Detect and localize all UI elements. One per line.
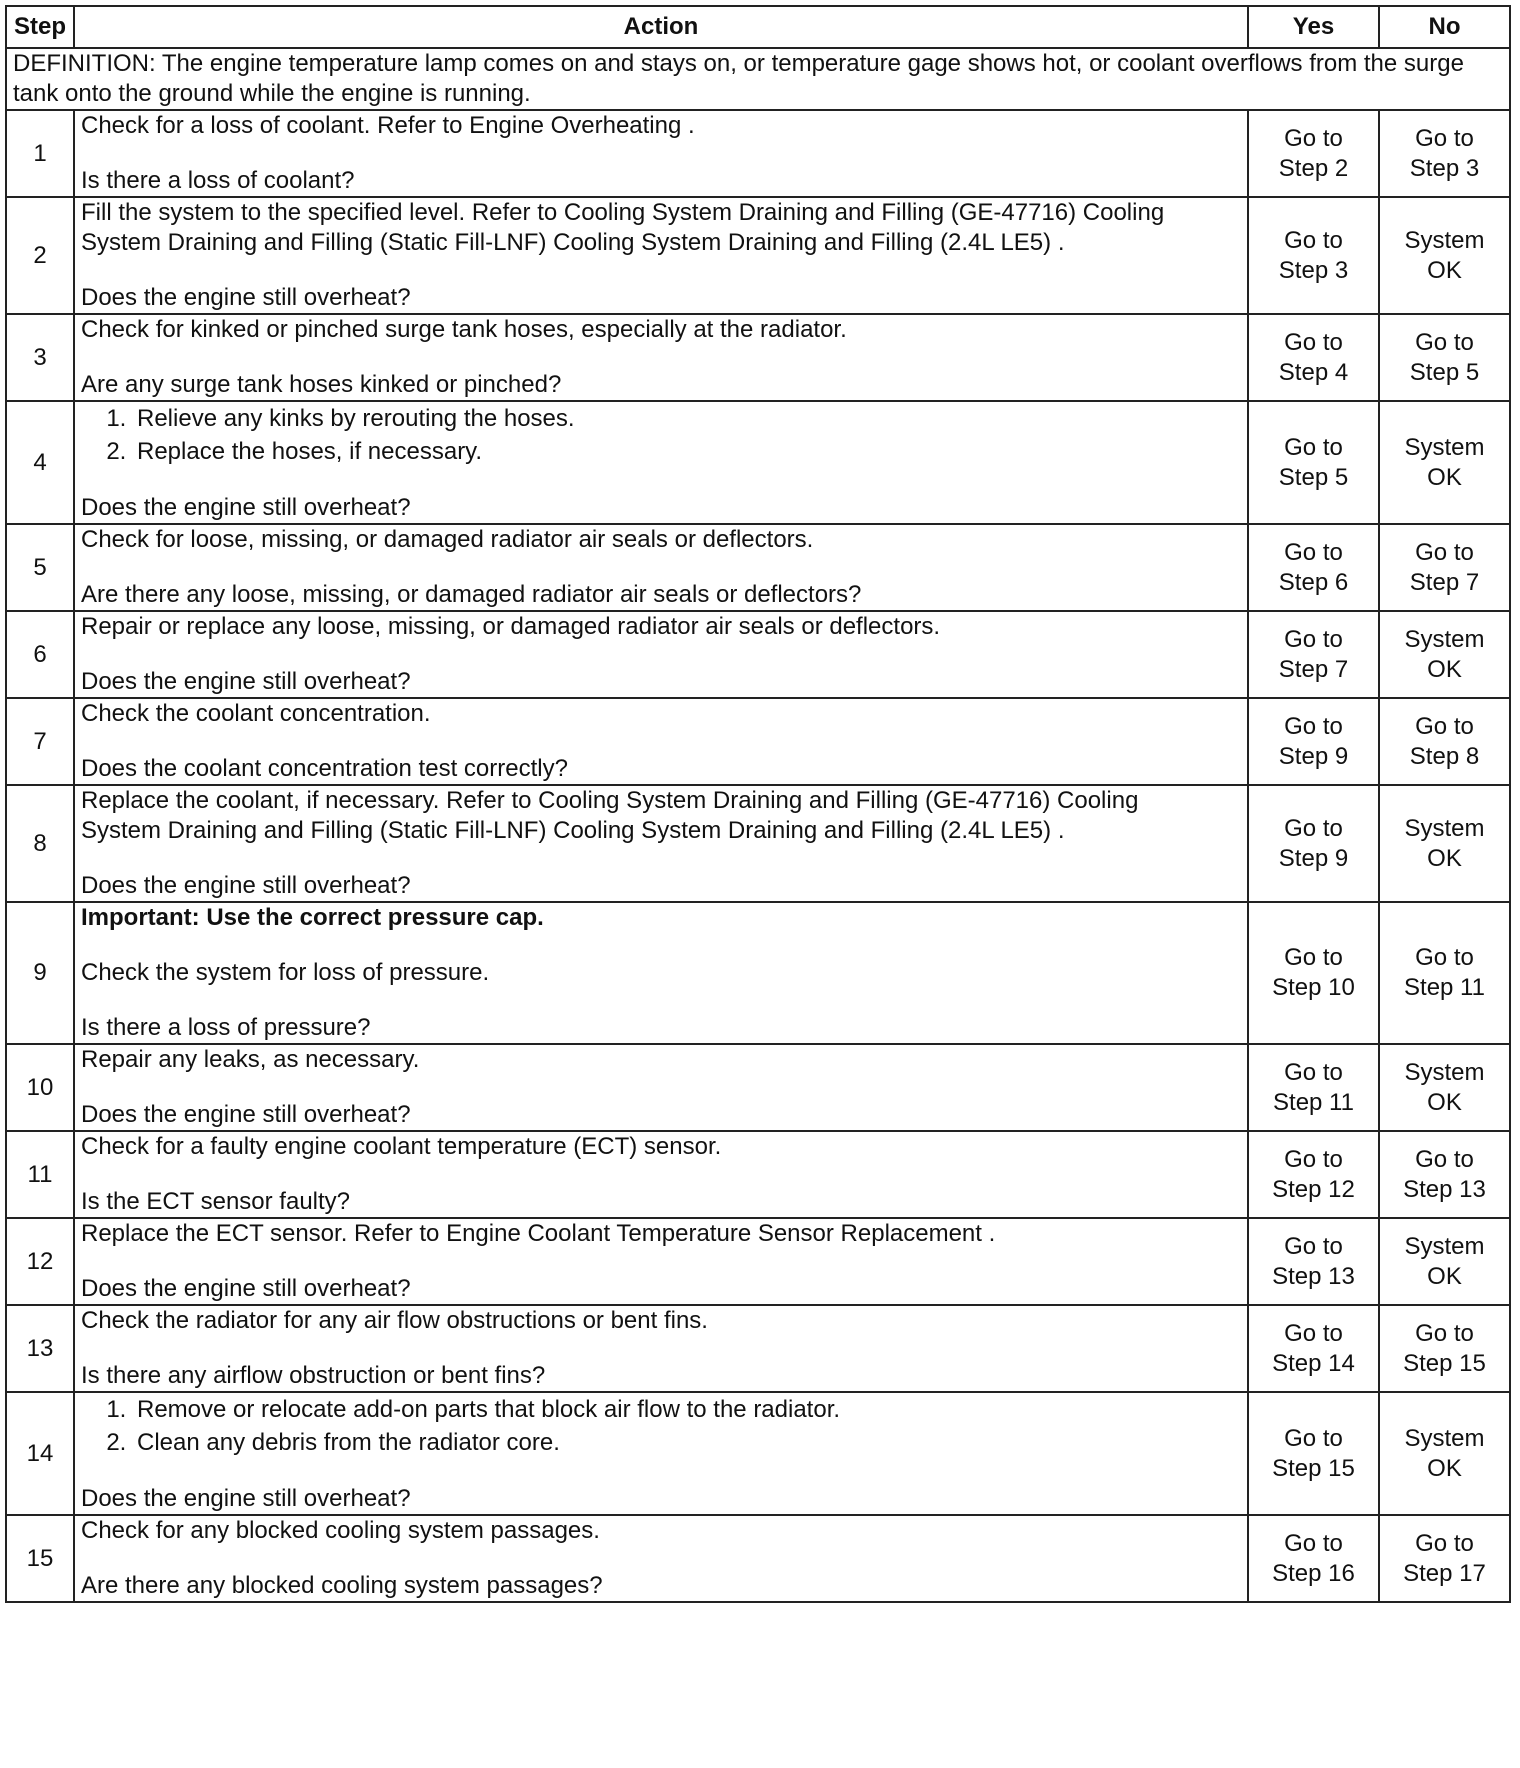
no-result-text: System (1404, 1424, 1485, 1452)
no-result (1379, 1392, 1510, 1515)
spacer (81, 1336, 1241, 1361)
yes-result-text: Step 11 (1273, 1088, 1354, 1116)
yes-result-text: Go to (1284, 1145, 1343, 1173)
no-result (1379, 314, 1510, 401)
yes-result (1248, 1392, 1379, 1515)
yes-result (1248, 1515, 1379, 1602)
important-note: Important: Use the correct pressure cap. (81, 904, 544, 931)
spacer (81, 1075, 1241, 1100)
spacer (81, 258, 1241, 283)
action-cell (74, 524, 1248, 611)
no-result (1379, 1218, 1510, 1305)
yes-result-text: Step 10 (1272, 974, 1355, 1001)
action-list (81, 402, 1241, 468)
table-row (6, 524, 1510, 611)
table-row (6, 401, 1510, 524)
no-result-text: Step 17 (1403, 1559, 1486, 1587)
action-cell (74, 314, 1248, 401)
step-number: 9 (6, 902, 74, 1044)
no-result-text: Step 8 (1409, 742, 1480, 770)
spacer (81, 1546, 1241, 1571)
action-question: Is there a loss of pressure? (81, 1014, 371, 1041)
no-result-text: Step 5 (1409, 358, 1480, 386)
yes-result-text: Go to (1284, 712, 1343, 740)
table-row (6, 698, 1510, 785)
no-result-text: Go to (1415, 1145, 1474, 1173)
step-number: 5 (6, 524, 74, 611)
step-number: 13 (6, 1305, 74, 1392)
spacer (81, 988, 1241, 1013)
no-result-text: Go to (1415, 124, 1474, 152)
header-yes: Yes (1248, 6, 1379, 48)
yes-result (1248, 314, 1379, 401)
action-question: Does the coolant concentration test correctly? (81, 755, 568, 782)
step-number: 12 (6, 1218, 74, 1305)
no-result (1379, 524, 1510, 611)
yes-result-text: Step 15 (1272, 1454, 1355, 1482)
action-cell (74, 1131, 1248, 1218)
step-number: 15 (6, 1515, 74, 1602)
yes-result (1248, 1218, 1379, 1305)
spacer (81, 468, 1241, 493)
table-row (6, 314, 1510, 401)
action-text: Replace the coolant, if necessary. Refer to Cooling System Draining and Filling (GE-47716) Cooling (81, 787, 1139, 814)
definition-text: DEFINITION: The engine temperature lamp comes on and stays on, or temperature gage shows hot, or coolant overflows from the surge tank onto the ground while the engine is running. (6, 48, 1510, 110)
action-text: Check for a faulty engine coolant temperature (ECT) sensor. (81, 1133, 722, 1160)
step-number: 4 (6, 401, 74, 524)
yes-result (1248, 197, 1379, 314)
action-question: Is there any airflow obstruction or bent fins? (81, 1362, 546, 1389)
action-cell (74, 902, 1248, 1044)
action-question: Are there any blocked cooling system passages? (81, 1572, 603, 1599)
yes-result (1248, 785, 1379, 902)
list-item: 2. Clean any debris from the radiator core. (133, 1426, 1241, 1459)
no-result (1379, 110, 1510, 197)
action-text: System Draining and Filling (Static Fill-LNF) Cooling System Draining and Filling (2.4L LE5) . (81, 229, 1065, 256)
no-result (1379, 611, 1510, 698)
yes-result (1248, 110, 1379, 197)
table-row (6, 1305, 1510, 1392)
no-result-text: OK (1427, 463, 1462, 491)
spacer (81, 1162, 1241, 1187)
step-number: 7 (6, 698, 74, 785)
action-question: Does the engine still overheat? (81, 494, 411, 521)
table-row (6, 1218, 1510, 1305)
yes-result-text: Go to (1284, 625, 1343, 653)
yes-result-text: Go to (1284, 814, 1343, 842)
yes-result-text: Step 12 (1272, 1175, 1355, 1203)
no-result-text: OK (1427, 1088, 1462, 1116)
action-cell (74, 611, 1248, 698)
action-list (81, 1393, 1241, 1459)
yes-result (1248, 1131, 1379, 1218)
table-row (6, 1392, 1510, 1515)
step-number: 14 (6, 1392, 74, 1515)
yes-result-text: Go to (1284, 1232, 1343, 1260)
no-result-text: OK (1427, 655, 1462, 683)
action-cell (74, 1218, 1248, 1305)
no-result-text: Go to (1415, 538, 1474, 566)
action-question: Is the ECT sensor faulty? (81, 1188, 351, 1215)
header-no: No (1379, 6, 1510, 48)
yes-result-text: Go to (1284, 328, 1343, 356)
no-result (1379, 1515, 1510, 1602)
list-item: 2. Replace the hoses, if necessary. (133, 435, 1241, 468)
table-row (6, 110, 1510, 197)
no-result-text: Step 7 (1409, 568, 1480, 596)
no-result (1379, 698, 1510, 785)
header-action: Action (74, 6, 1248, 48)
table-row (6, 1131, 1510, 1218)
step-number: 2 (6, 197, 74, 314)
yes-result-text: Step 6 (1278, 568, 1349, 596)
yes-result-text: Go to (1284, 1529, 1343, 1557)
action-text: Check for loose, missing, or damaged radiator air seals or deflectors. (81, 526, 814, 553)
step-number: 3 (6, 314, 74, 401)
step-number: 6 (6, 611, 74, 698)
action-cell (74, 698, 1248, 785)
table-row (6, 1515, 1510, 1602)
spacer (81, 345, 1241, 370)
yes-result-text: Go to (1284, 1058, 1343, 1086)
no-result-text: OK (1427, 1262, 1462, 1290)
spacer (81, 555, 1241, 580)
action-question: Does the engine still overheat? (81, 1485, 411, 1512)
yes-result-text: Step 9 (1278, 742, 1349, 770)
action-cell (74, 1305, 1248, 1392)
action-text: Replace the ECT sensor. Refer to Engine Coolant Temperature Sensor Replacement . (81, 1220, 996, 1247)
yes-result (1248, 524, 1379, 611)
list-item: 1. Relieve any kinks by rerouting the hoses. (133, 402, 1241, 435)
diagnostic-document (5, 5, 1509, 1603)
action-cell (74, 1392, 1248, 1515)
no-result-text: Go to (1415, 712, 1474, 740)
diagnostic-table (5, 5, 1511, 1603)
yes-result-text: Go to (1284, 226, 1343, 254)
action-cell (74, 401, 1248, 524)
yes-result-text: Step 16 (1272, 1559, 1355, 1587)
action-question: Does the engine still overheat? (81, 668, 411, 695)
action-question: Is there a loss of coolant? (81, 167, 355, 194)
no-result-text: Go to (1415, 944, 1474, 971)
table-row (6, 1044, 1510, 1131)
yes-result (1248, 401, 1379, 524)
action-question: Does the engine still overheat? (81, 284, 411, 311)
step-number: 11 (6, 1131, 74, 1218)
action-text: Check the coolant concentration. (81, 700, 431, 727)
action-cell (74, 1515, 1248, 1602)
yes-result (1248, 611, 1379, 698)
action-text: Fill the system to the specified level. Refer to Cooling System Draining and Filling (GE-47716) Cooling (81, 199, 1165, 226)
action-text: System Draining and Filling (Static Fill-LNF) Cooling System Draining and Filling (2.4L LE5) . (81, 817, 1065, 844)
yes-result-text: Step 13 (1272, 1262, 1355, 1290)
yes-result-text: Step 14 (1272, 1349, 1355, 1377)
no-result-text: Step 3 (1409, 154, 1480, 182)
yes-result-text: Step 9 (1278, 844, 1349, 872)
no-result (1379, 401, 1510, 524)
yes-result-text: Go to (1284, 944, 1343, 971)
action-text: Check for kinked or pinched surge tank hoses, especially at the radiator. (81, 316, 847, 343)
step-number: 10 (6, 1044, 74, 1131)
spacer (81, 933, 1241, 958)
yes-result-text: Step 2 (1278, 154, 1349, 182)
action-cell (74, 197, 1248, 314)
yes-result (1248, 1044, 1379, 1131)
spacer (81, 1459, 1241, 1484)
yes-result-text: Go to (1284, 1424, 1343, 1452)
spacer (81, 141, 1241, 166)
no-result (1379, 1044, 1510, 1131)
action-cell (74, 110, 1248, 197)
no-result-text: System (1404, 1232, 1485, 1260)
action-question: Does the engine still overheat? (81, 872, 411, 899)
yes-result-text: Go to (1284, 1319, 1343, 1347)
no-result-text: OK (1427, 1454, 1462, 1482)
yes-result-text: Step 4 (1278, 358, 1349, 386)
action-question: Are any surge tank hoses kinked or pinched? (81, 371, 562, 398)
no-result-text: System (1404, 433, 1485, 461)
no-result (1379, 785, 1510, 902)
action-question: Are there any loose, missing, or damaged radiator air seals or deflectors? (81, 581, 862, 608)
action-text: Repair or replace any loose, missing, or damaged radiator air seals or deflectors. (81, 613, 941, 640)
no-result-text: System (1404, 1058, 1485, 1086)
step-number: 8 (6, 785, 74, 902)
action-question: Does the engine still overheat? (81, 1101, 411, 1128)
yes-result-text: Step 5 (1278, 463, 1349, 491)
yes-result (1248, 1305, 1379, 1392)
action-text: Repair any leaks, as necessary. (81, 1046, 420, 1073)
action-cell (74, 785, 1248, 902)
header-step: Step (6, 6, 74, 48)
yes-result-text: Go to (1284, 433, 1343, 461)
yes-result (1248, 902, 1379, 1044)
no-result-text: System (1404, 814, 1485, 842)
yes-result-text: Step 7 (1278, 655, 1349, 683)
no-result-text: Go to (1415, 328, 1474, 356)
yes-result-text: Step 3 (1278, 256, 1349, 284)
no-result (1379, 902, 1510, 1044)
table-row (6, 611, 1510, 698)
no-result-text: System (1404, 625, 1485, 653)
yes-result (1248, 698, 1379, 785)
no-result-text: Step 15 (1403, 1349, 1486, 1377)
yes-result-text: Go to (1284, 124, 1343, 152)
spacer (81, 642, 1241, 667)
action-question: Does the engine still overheat? (81, 1275, 411, 1302)
no-result-text: Step 11 (1404, 974, 1485, 1001)
no-result-text: Go to (1415, 1529, 1474, 1557)
action-text: Check the radiator for any air flow obstructions or bent fins. (81, 1307, 708, 1334)
table-header-row (6, 6, 1510, 48)
no-result (1379, 1131, 1510, 1218)
no-result-text: Step 13 (1403, 1175, 1486, 1203)
definition-row (6, 48, 1510, 110)
action-cell (74, 1044, 1248, 1131)
spacer (81, 729, 1241, 754)
step-number: 1 (6, 110, 74, 197)
spacer (81, 1249, 1241, 1274)
no-result (1379, 197, 1510, 314)
no-result-text: OK (1427, 844, 1462, 872)
action-text: Check for any blocked cooling system passages. (81, 1517, 600, 1544)
list-item: 1. Remove or relocate add-on parts that block air flow to the radiator. (133, 1393, 1241, 1426)
action-text: Check the system for loss of pressure. (81, 959, 490, 986)
no-result-text: System (1404, 226, 1485, 254)
table-row (6, 785, 1510, 902)
table-row (6, 902, 1510, 1044)
spacer (81, 846, 1241, 871)
no-result (1379, 1305, 1510, 1392)
no-result-text: OK (1427, 256, 1462, 284)
table-row (6, 197, 1510, 314)
yes-result-text: Go to (1284, 538, 1343, 566)
action-text: Check for a loss of coolant. Refer to Engine Overheating . (81, 112, 695, 139)
no-result-text: Go to (1415, 1319, 1474, 1347)
